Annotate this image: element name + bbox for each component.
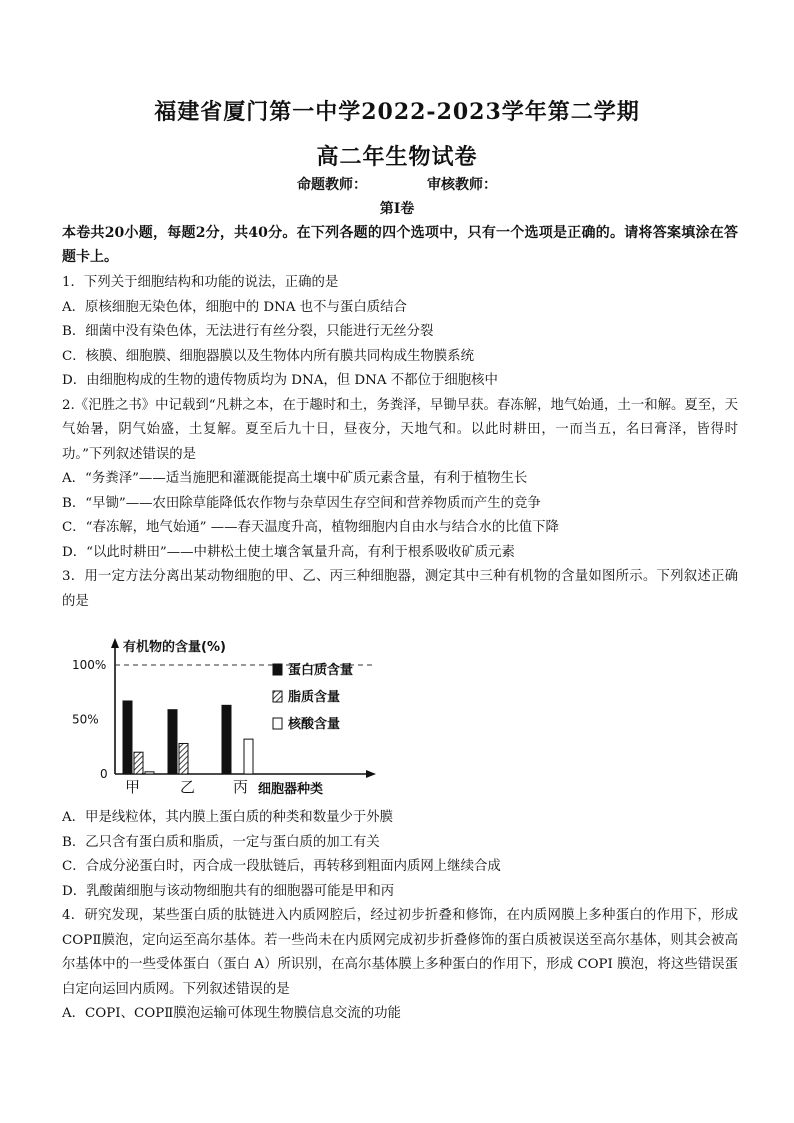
question-3-option-d: D．乳酸菌细胞与该动物细胞共有的细胞器可能是甲和丙 [62,883,395,899]
question-1-option-d: D．由细胞构成的生物的遗传物质均为 DNA，但 DNA 不都位于细胞核中 [62,373,498,388]
bar-protein-0 [123,701,132,774]
y-tick-label: 100% [72,658,107,672]
question-3-options [62,806,738,1027]
proposer-label: 命题教师： [297,177,367,193]
section-heading: 第Ⅰ卷 [379,201,415,217]
x-axis-arrow [366,770,376,778]
question-1-stem: 1．下列关于细胞结构和功能的说法，正确的是 [62,275,339,290]
legend-nucleic-label: 核酸含量 [288,717,341,732]
question-1-option-c: C．核膜、细胞膜、细胞器膜以及生物体内所有膜共同构成生物膜系统 [62,348,474,364]
question-2-stem: 2.《汜胜之书》中记载到“凡耕之本，在于趣时和土，务粪泽，早锄早获。春冻解，地气始通，土一和解。夏至，天气始暑，阴气始盛，土复解。夏至后九十日，昼夜分，天地气和。以此时耕田，一而当五，名曰膏泽，皆得时功。”下列叙述错误的是 [62,397,738,462]
legend-protein-label: 蛋白质含量 [288,663,354,678]
question-2-option-d: D．“以此时耕田”——中耕松土使土壤含氧量升高，有利于根系吸收矿质元素 [62,544,515,560]
question-3-stem: 3．用一定方法分离出某动物细胞的甲、乙、丙三种细胞器，测定其中三种有机物的含量如图所示。下列叙述正确的是 [62,569,738,609]
legend-lipid-label: 脂质含量 [288,690,341,705]
exam-title: 福建省厦门第一中学2022-2023学年第二学期 [154,99,640,125]
x-tick-label: 甲 [125,778,141,796]
x-tick-label: 丙 [233,778,249,796]
y-tick-label: 50% [72,712,99,727]
y-axis-label: 有机物的含量(%) [123,640,226,655]
teacher-line [0,174,794,194]
question-3-option-a: A．甲是线粒体，其内膜上蛋白质的种类和数量少于外膜 [62,810,394,825]
question-3-option-c: C．合成分泌蛋白时，丙合成一段肽链后，再转移到粗面内质网上继续合成 [62,859,501,874]
bar-lipid-1 [179,743,188,774]
y-axis-arrow [111,638,119,648]
question-4-option-a: A．COPI、COPⅡ膜泡运输可体现生物膜信息交流的功能 [62,1006,401,1021]
organelle-content-chart [70,630,390,808]
question-1-option-a: A．原核细胞无染色体，细胞中的 DNA 也不与蛋白质结合 [62,299,407,315]
question-2-option-a: A．“务粪泽”——适当施肥和灌溉能提高土壤中矿质元素含量，有利于植物生长 [62,471,528,486]
instructions: 本卷共20小题，每题2分，共40分。在下列各题的四个选项中，只有一个选项是正确的。请将答案填涂在答题卡上。 [62,225,738,265]
question-4-stem: 4．研究发现，某些蛋白质的肽链进入内质网腔后，经过初步折叠和修饰，在内质网膜上多种蛋白的作用下，形成 COPⅡ膜泡，定向运至高尔基体。若一些尚未在内质网完成初步折叠修饰的蛋白质被误送至高尔基体，则其会被高尔基体中的一些受体蛋白（蛋白 A）所识别，在高尔基体膜上多种蛋白的作用下，形成 COPI 膜泡，将这些错误蛋白定向运回内质网。下列叙述错误的是 [62,908,738,997]
question-2-option-b: B．“早锄”——农田除草能降低农作物与杂草因生存空间和营养物质而产生的竞争 [62,495,541,511]
question-2-option-c: C．“春冻解，地气始通” ——春天温度升高，植物细胞内自由水与结合水的比值下降 [62,520,559,535]
question-1 [62,271,738,614]
x-axis-label: 细胞器种类 [258,782,324,797]
bar-nucleic-2 [244,739,253,774]
question-1-option-b: B．细菌中没有染色体，无法进行有丝分裂，只能进行无丝分裂 [62,324,434,339]
y-tick-label: 0 [100,767,108,781]
exam-subtitle: 高二年生物试卷 [316,144,478,170]
legend-protein-swatch [273,664,282,675]
x-tick-label: 乙 [180,778,196,796]
reviewer-label: 审核教师： [427,177,497,193]
bar-nucleic-0 [145,772,154,774]
bar-protein-1 [168,710,177,774]
bar-protein-2 [222,705,231,774]
legend-lipid-swatch [273,691,282,702]
legend-nucleic-swatch [273,718,282,729]
bar-lipid-0 [134,752,143,774]
question-3-option-b: B．乙只含有蛋白质和脂质，一定与蛋白质的加工有关 [62,834,380,850]
